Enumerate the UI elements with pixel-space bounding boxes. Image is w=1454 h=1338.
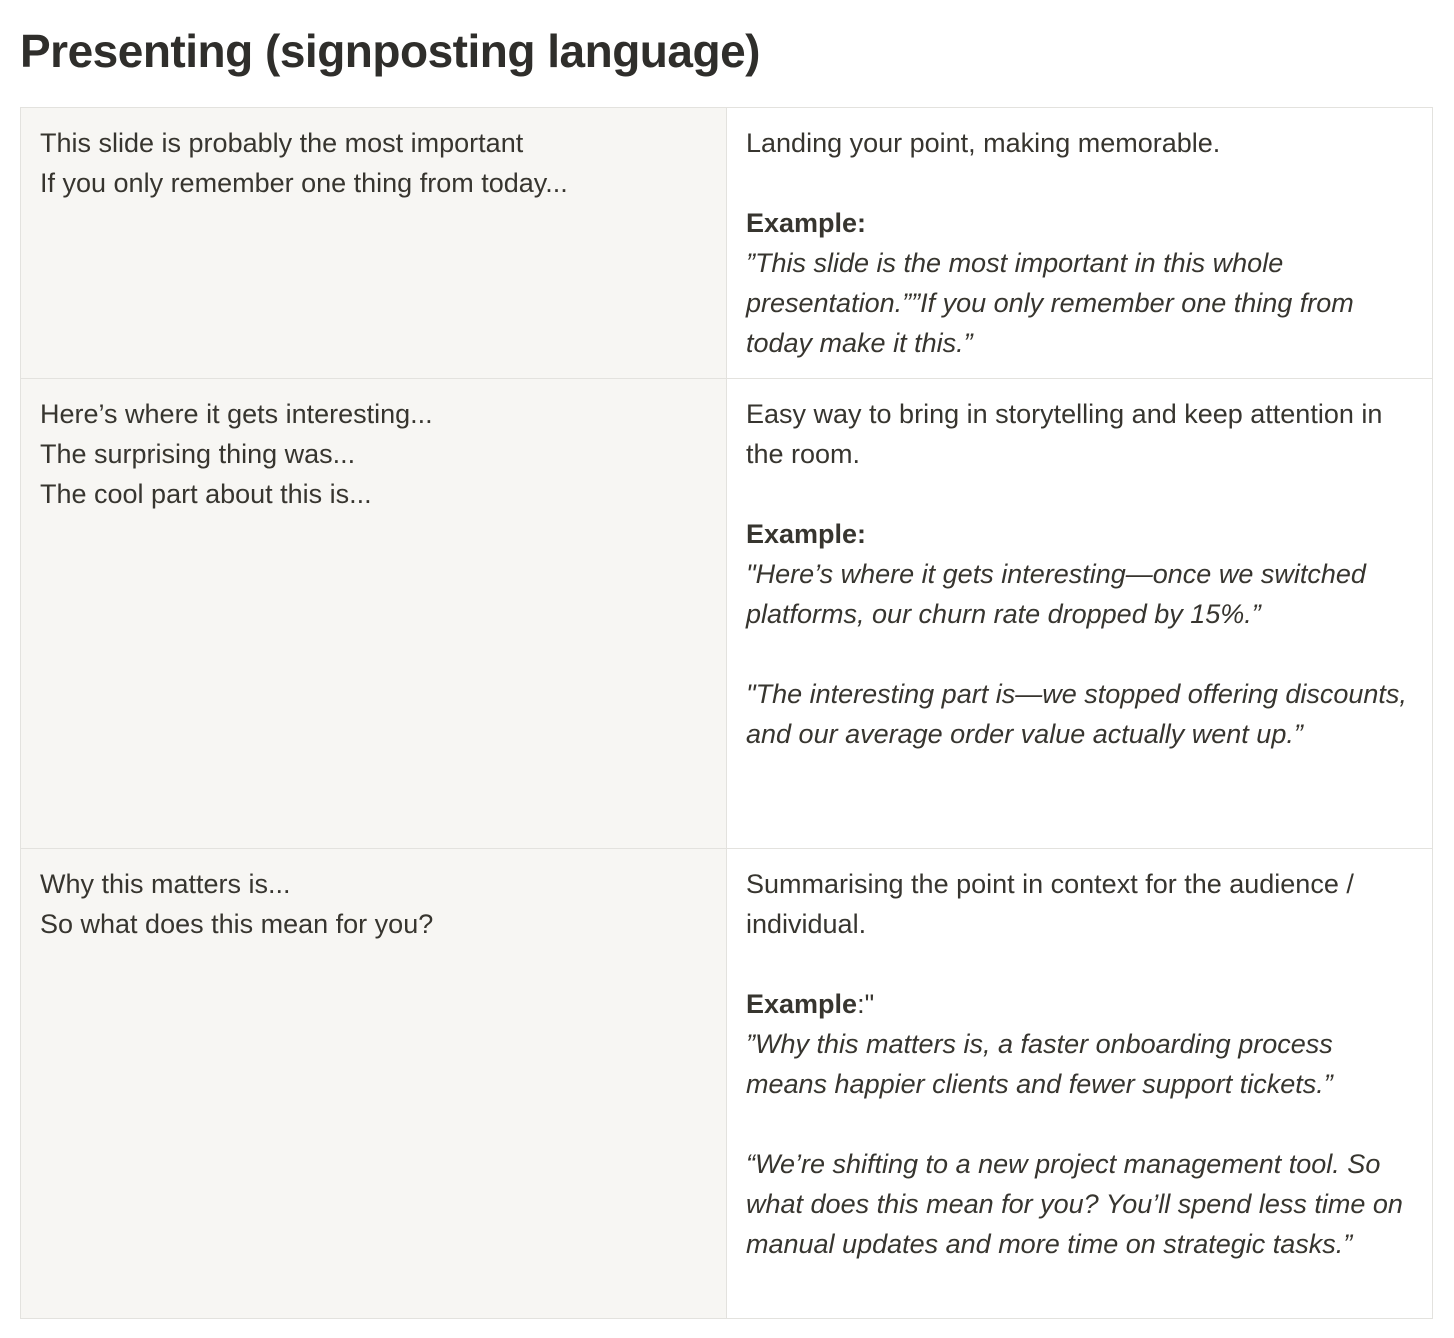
phrase-line: If you only remember one thing from today... <box>40 168 568 198</box>
phrase-line: So what does this mean for you? <box>40 909 434 939</box>
phrase-line: This slide is probably the most important <box>40 128 524 158</box>
signposting-table <box>20 107 1433 1319</box>
spacer <box>746 944 1413 984</box>
example-quote: ”This slide is the most important in this whole presentation.””If you only remember one thing from today make it this.” <box>746 248 1354 358</box>
spacer <box>746 163 1413 203</box>
table-row <box>21 379 1433 849</box>
page-title: Presenting (signposting language) <box>20 25 760 77</box>
explanation-cell[interactable] <box>727 379 1433 849</box>
purpose-text: Easy way to bring in storytelling and keep attention in the room. <box>746 399 1383 469</box>
example-heading <box>746 514 1413 554</box>
explanation-cell[interactable] <box>727 108 1433 379</box>
example-heading <box>746 984 1413 1024</box>
example-label: Example <box>746 989 858 1019</box>
phrases-cell[interactable] <box>21 849 727 1319</box>
purpose-text: Summarising the point in context for the audience / individual. <box>746 869 1354 939</box>
example-label: Example: <box>746 208 867 238</box>
example-label-suffix: :" <box>857 989 875 1019</box>
phrase-line: The cool part about this is... <box>40 479 372 509</box>
example-quote: "The interesting part is—we stopped offering discounts, and our average order value actually went up.” <box>746 679 1407 749</box>
spacer <box>746 474 1413 514</box>
example-heading <box>746 203 1413 243</box>
phrase-line: The surprising thing was... <box>40 439 356 469</box>
explanation-cell[interactable] <box>727 849 1433 1319</box>
table-row <box>21 108 1433 379</box>
spacer <box>746 634 1413 674</box>
phrase-line: Here’s where it gets interesting... <box>40 399 433 429</box>
example-quote: "Here’s where it gets interesting—once we switched platforms, our churn rate dropped by 15%.” <box>746 559 1366 629</box>
example-quote: “We’re shifting to a new project management tool. So what does this mean for you? You’ll spend less time on manual updates and more time on strategic tasks.” <box>746 1149 1403 1259</box>
table-row <box>21 849 1433 1319</box>
phrases-cell[interactable] <box>21 108 727 379</box>
example-quote: ”Why this matters is, a faster onboarding process means happier clients and fewer support tickets.” <box>746 1029 1333 1099</box>
phrases-cell[interactable] <box>21 379 727 849</box>
purpose-text: Landing your point, making memorable. <box>746 128 1221 158</box>
spacer <box>746 1104 1413 1144</box>
phrase-line: Why this matters is... <box>40 869 291 899</box>
example-label: Example: <box>746 519 867 549</box>
